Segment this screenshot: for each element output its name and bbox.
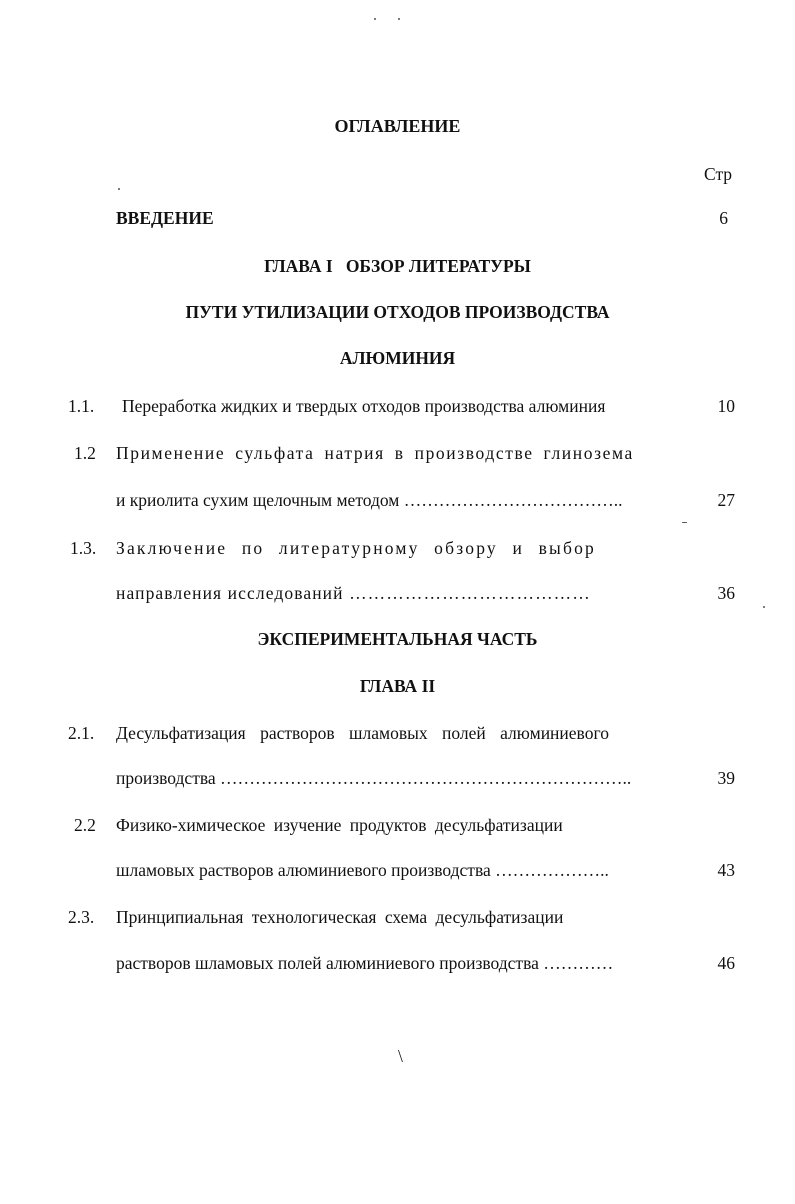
toc-item-number: 2.2 <box>74 815 96 835</box>
scan-speck <box>682 522 687 523</box>
chapter1-subheading-line2: АЛЮМИНИЯ <box>339 348 456 368</box>
toc-item-title-continued: и криолита сухим щелочным методом ……………………………….. <box>116 490 623 510</box>
toc-item-number: 1.2 <box>74 443 96 463</box>
toc-item-title-continued: растворов шламовых полей алюминиевого производства ………… <box>116 953 614 973</box>
toc-item-title: Заключение по литературному обзору и выбор <box>116 538 597 558</box>
toc-item-title-continued: производства …………………………………………………………….. <box>116 768 632 788</box>
toc-item-number: 2.3. <box>68 907 95 927</box>
toc-item-title: Десульфатизация растворов шламовых полей алюминиевого <box>116 723 609 743</box>
toc-item-number: 1.3. <box>70 538 97 558</box>
chapter1-heading: ГЛАВА I ОБЗОР ЛИТЕРАТУРЫ <box>264 256 531 276</box>
toc-item-title-continued: шламовых растворов алюминиевого производства ……………….. <box>116 860 609 880</box>
toc-item-title: Применение сульфата натрия в производстве глинозема <box>116 443 634 463</box>
toc-item-title-continued: направления исследований ………………………………… <box>116 583 591 603</box>
scan-speck <box>374 18 376 20</box>
chapter2-heading: ГЛАВА II <box>359 676 436 696</box>
toc-item-page: 46 <box>717 953 735 973</box>
toc-item-number: 2.1. <box>68 723 95 743</box>
toc-item-page: 39 <box>717 768 735 788</box>
toc-item-page: 10 <box>717 396 735 416</box>
toc-item-page: 43 <box>717 860 735 880</box>
toc-item-number: 1.1. <box>68 396 95 416</box>
toc-item-title: Принципиальная технологическая схема десульфатизации <box>116 907 564 927</box>
experimental-heading: ЭКСПЕРИМЕНТАЛЬНАЯ ЧАСТЬ <box>257 629 538 649</box>
toc-item-page: 27 <box>717 490 735 510</box>
page-column-label: Стр <box>704 164 733 184</box>
toc-title: ОГЛАВЛЕНИЕ <box>334 116 461 136</box>
intro-label: ВВЕДЕНИЕ <box>116 208 214 228</box>
intro-page: 6 <box>719 208 728 228</box>
scan-speck <box>118 188 120 190</box>
footer-mark: \ <box>398 1046 403 1066</box>
scan-speck <box>763 606 765 608</box>
toc-item-title: Переработка жидких и твердых отходов производства алюминия <box>122 396 606 416</box>
scan-speck <box>398 18 400 20</box>
chapter1-subheading-line1: ПУТИ УТИЛИЗАЦИИ ОТХОДОВ ПРОИЗВОДСТВА <box>185 302 610 322</box>
toc-item-title: Физико-химическое изучение продуктов десульфатизации <box>116 815 563 835</box>
toc-item-page: 36 <box>717 583 735 603</box>
